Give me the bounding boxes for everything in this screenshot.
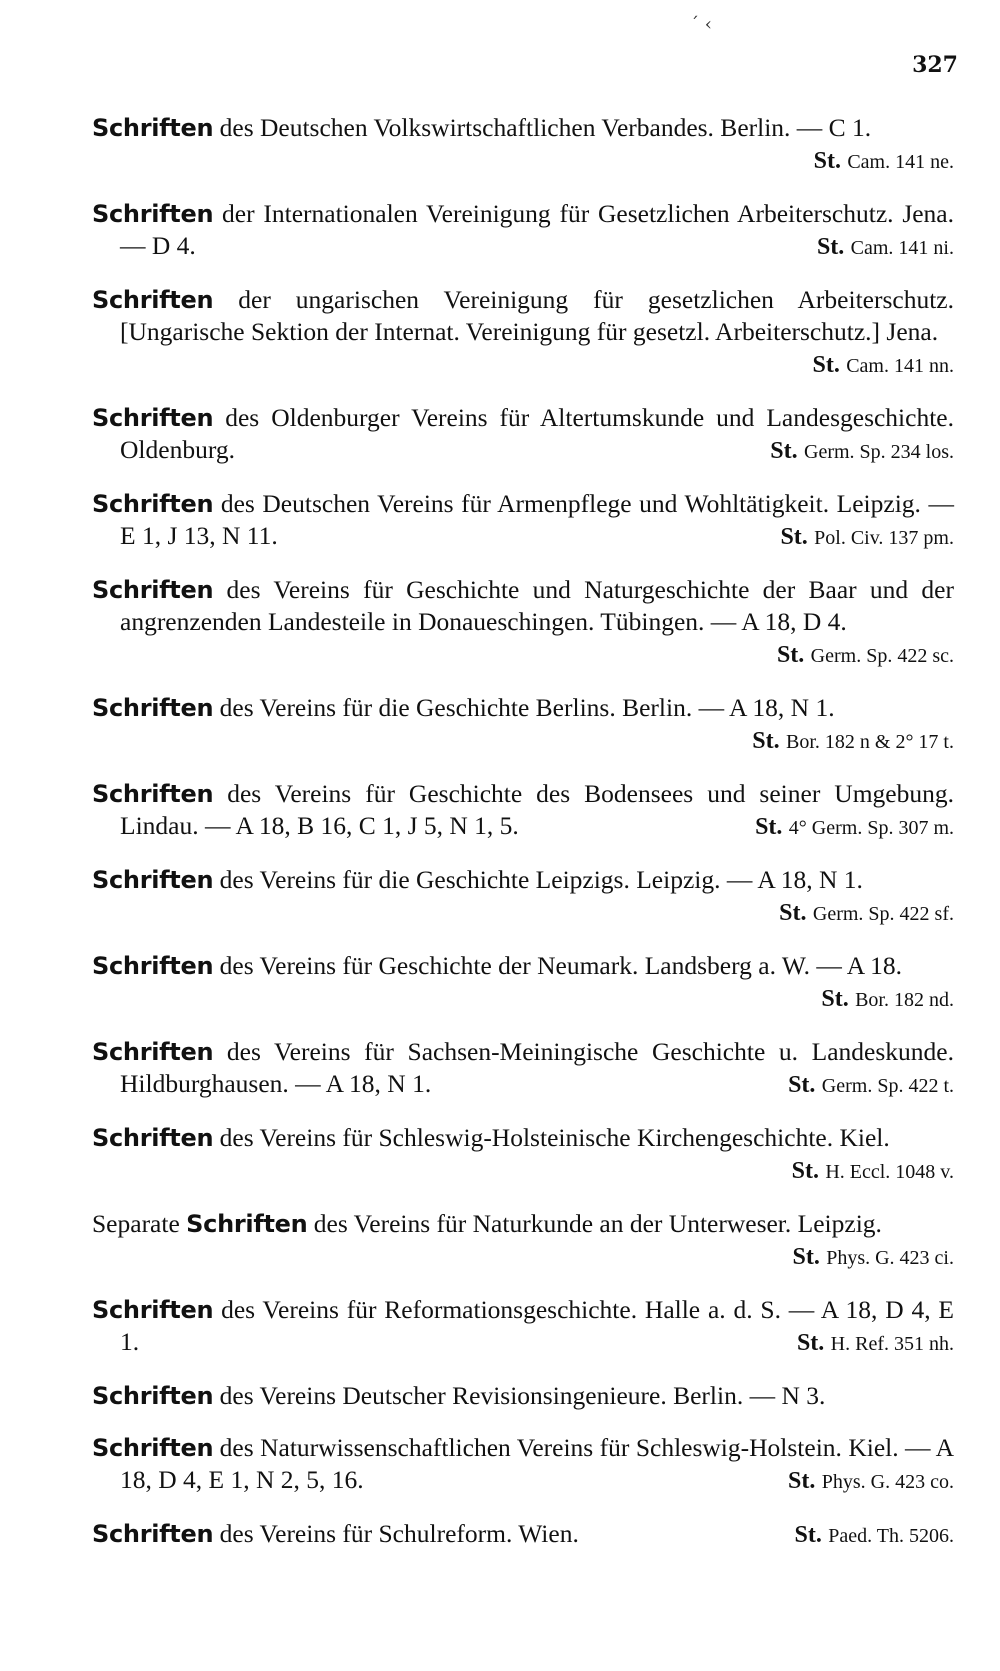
catalog-entry xyxy=(92,112,954,178)
catalog-entry xyxy=(92,574,954,672)
entry-keyword: Schriften xyxy=(92,200,214,228)
catalog-entry xyxy=(92,1036,954,1102)
entry-keyword: Schriften xyxy=(92,114,214,142)
shelf-st: St. xyxy=(779,900,807,926)
shelf-code: Cam. 141 ne. xyxy=(847,151,954,173)
catalog-entry xyxy=(92,1208,954,1274)
catalog-entries xyxy=(92,112,954,1572)
shelf-code: H. Ref. 351 nh. xyxy=(830,1333,954,1355)
entry-text: des Vereins Deutscher Revisionsingenieure. Berlin. — N 3. xyxy=(213,1381,826,1410)
catalog-entry xyxy=(92,778,954,844)
shelf-st: St. xyxy=(813,148,841,174)
shelf-mark xyxy=(777,638,954,672)
shelf-mark xyxy=(821,982,954,1016)
shelf-st: St. xyxy=(816,234,845,260)
shelf-st: St. xyxy=(821,986,849,1012)
shelf-mark xyxy=(755,810,954,844)
entry-text: des Naturwissenschaftlichen Vereins für Schleswig-Holstein. Kiel. — A 18, D 4, E 1, N 2, 5, 16. xyxy=(120,1433,954,1494)
shelf-code: Bor. 182 nd. xyxy=(855,989,954,1011)
catalog-entry xyxy=(92,1122,954,1188)
entry-text: der ungarischen Vereinigung für gesetzlichen Arbeiterschutz. [Ungarische Sektion der Internat. Vereinigung für gesetzl. Arbeiterschutz.] Jena. xyxy=(120,285,954,346)
shelf-st: St. xyxy=(792,1244,820,1270)
entry-text: des Deutschen Volkswirtschaftlichen Verbandes. Berlin. — C 1. xyxy=(213,113,872,142)
shelf-code: Cam. 141 ni. xyxy=(850,237,954,259)
shelf-mark xyxy=(752,724,954,758)
shelf-code: Cam. 141 nn. xyxy=(846,355,954,377)
shelf-code: Germ. Sp. 422 t. xyxy=(821,1075,954,1097)
shelf-st: St. xyxy=(776,642,805,668)
shelf-code: Phys. G. 423 ci. xyxy=(826,1247,954,1269)
shelf-mark xyxy=(817,230,954,264)
shelf-code: Pol. Civ. 137 pm. xyxy=(814,527,954,549)
shelf-mark xyxy=(770,434,954,468)
catalog-entry xyxy=(92,1432,954,1498)
shelf-mark xyxy=(792,1240,954,1274)
entry-keyword: Schriften xyxy=(92,404,214,432)
shelf-st: St. xyxy=(812,352,840,378)
entry-keyword: Schriften xyxy=(92,694,214,722)
catalog-entry xyxy=(92,1294,954,1360)
entry-text: des Oldenburger Vereins für Altertumskunde und Landesgeschichte. Oldenburg. xyxy=(120,403,954,464)
entry-text: des Vereins für Geschichte und Naturgeschichte der Baar und der angrenzenden Landesteile in Donaueschingen. Tübingen. — A 18, D 4. xyxy=(120,575,954,636)
entry-text: des Vereins für die Geschichte Berlins. Berlin. — A 18, N 1. xyxy=(213,693,835,722)
shelf-mark xyxy=(788,1464,954,1498)
shelf-st: St. xyxy=(770,438,798,464)
shelf-mark xyxy=(797,1326,954,1360)
shelf-st: St. xyxy=(796,1330,825,1356)
entry-keyword: Schriften xyxy=(92,780,214,808)
shelf-st: St. xyxy=(755,814,783,840)
catalog-entry xyxy=(92,950,954,1016)
shelf-code: Germ. Sp. 234 los. xyxy=(804,441,954,463)
shelf-mark xyxy=(788,1068,954,1102)
shelf-code: Phys. G. 423 co. xyxy=(821,1471,954,1493)
catalog-entry xyxy=(92,1518,954,1552)
entry-keyword: Schriften xyxy=(92,1382,214,1410)
shelf-mark xyxy=(814,144,954,178)
entry-keyword: Schriften xyxy=(92,1124,214,1152)
shelf-mark xyxy=(795,1518,954,1552)
entry-text: des Vereins für Schleswig-Holsteinische Kirchengeschichte. Kiel. xyxy=(213,1123,890,1152)
shelf-code: Germ. Sp. 422 sc. xyxy=(810,645,954,667)
catalog-entry xyxy=(92,692,954,758)
entry-text: des Vereins für die Geschichte Leipzigs. Leipzig. — A 18, N 1. xyxy=(213,865,863,894)
shelf-st: St. xyxy=(788,1468,816,1494)
entry-text: des Vereins für Geschichte des Bodensees und seiner Umgebung. Lindau. — A 18, B 16, C 1, J 5, N 1, 5. xyxy=(120,779,954,840)
entry-text: des Deutschen Vereins für Armenpflege und Wohltätigkeit. Leipzig. — E 1, J 13, N 11. xyxy=(120,489,954,550)
entry-keyword: Schriften xyxy=(92,490,214,518)
shelf-st: St. xyxy=(794,1522,822,1548)
entry-keyword: Schriften xyxy=(92,1038,214,1066)
entry-text: des Vereins für Naturkunde an der Unterweser. Leipzig. xyxy=(307,1209,882,1238)
shelf-code: Germ. Sp. 422 sf. xyxy=(812,903,954,925)
catalog-entry xyxy=(92,488,954,554)
entry-keyword: Schriften xyxy=(92,1434,214,1462)
catalog-entry xyxy=(92,402,954,468)
shelf-mark xyxy=(780,520,954,554)
catalog-entry xyxy=(92,198,954,264)
catalog-entry xyxy=(92,864,954,930)
entry-text: des Vereins für Schulreform. Wien. xyxy=(213,1519,579,1548)
entry-text: der Internationalen Vereinigung für Gesetzlichen Arbeiterschutz. Jena. — D 4. xyxy=(120,199,954,260)
shelf-st: St. xyxy=(780,524,808,550)
shelf-code: Paed. Th. 5206. xyxy=(828,1525,954,1547)
corner-marks: ´ ‹ xyxy=(690,14,712,35)
entry-text: des Vereins für Geschichte der Neumark. Landsberg a. W. — A 18. xyxy=(213,951,903,980)
entry-keyword: Schriften xyxy=(92,1296,214,1324)
entry-text: des Vereins für Reformationsgeschichte. Halle a. d. S. — A 18, D 4, E 1. xyxy=(120,1295,954,1356)
shelf-st: St. xyxy=(752,728,780,754)
shelf-st: St. xyxy=(788,1072,816,1098)
shelf-st: St. xyxy=(791,1158,819,1184)
entry-keyword: Schriften xyxy=(186,1210,308,1238)
shelf-mark xyxy=(779,896,954,930)
catalog-entry xyxy=(92,1380,954,1412)
entry-text: des Vereins für Sachsen-Meiningische Geschichte u. Landeskunde. Hildburghausen. — A 18, N 1. xyxy=(120,1037,954,1098)
entry-keyword: Schriften xyxy=(92,576,214,604)
shelf-code: 4° Germ. Sp. 307 m. xyxy=(788,817,954,839)
entry-prefix: Separate xyxy=(92,1209,187,1238)
entry-keyword: Schriften xyxy=(92,1520,214,1548)
entry-keyword: Schriften xyxy=(92,286,214,314)
shelf-mark xyxy=(792,1154,954,1188)
catalog-entry xyxy=(92,284,954,382)
shelf-code: Bor. 182 n & 2° 17 t. xyxy=(785,731,954,753)
entry-keyword: Schriften xyxy=(92,866,214,894)
shelf-mark xyxy=(813,348,955,382)
entry-keyword: Schriften xyxy=(92,952,214,980)
page-number: 327 xyxy=(912,52,958,78)
shelf-code: H. Eccl. 1048 v. xyxy=(825,1161,954,1183)
